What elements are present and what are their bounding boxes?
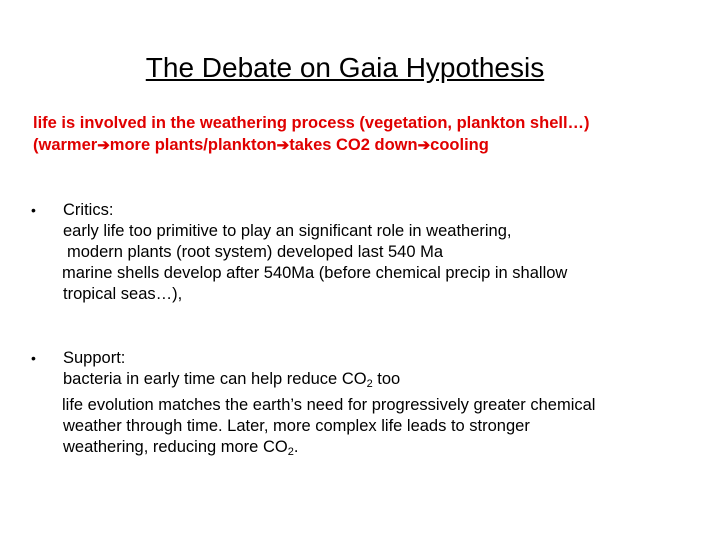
support-line-4-text: weathering, reducing more CO (63, 438, 288, 456)
support-heading: Support: (63, 349, 126, 367)
right-arrow-icon: ➔ (417, 137, 431, 154)
support-line-1-subscript: 2 (366, 378, 373, 390)
support-line-3: weather through time. Later, more complex life leads to stronger (63, 417, 530, 435)
bullet-dot-icon: • (31, 350, 36, 366)
intro-plants: more plants/plankton (109, 136, 277, 154)
support-line-2: life evolution matches the earth’s need for progressively greater chemical (62, 396, 596, 414)
intro-co2: takes CO2 down (289, 136, 418, 154)
critics-line-1: early life too primitive to play an significant role in weathering, (63, 222, 512, 240)
critics-line-4: tropical seas…), (63, 285, 183, 303)
critics-line-3: marine shells develop after 540Ma (before chemical precip in shallow (62, 264, 568, 282)
intro-cooling: cooling (430, 136, 489, 154)
critics-line-2: modern plants (root system) developed last 540 Ma (67, 243, 444, 261)
support-line-1-text: bacteria in early time can help reduce CO (63, 370, 367, 388)
critics-heading: Critics: (63, 201, 114, 219)
bullet-dot-icon: • (31, 202, 36, 218)
critics-text (63, 200, 663, 305)
support-line-4-subscript: 2 (287, 446, 294, 458)
intro-line-1: life is involved in the weathering process (vegetation, plankton shell…) (33, 114, 590, 132)
support-line-1 (63, 369, 663, 395)
intro-text (33, 112, 713, 156)
right-arrow-icon: ➔ (97, 137, 110, 154)
intro-line-2 (33, 134, 713, 156)
support-text (63, 348, 663, 463)
slide-title: The Debate on Gaia Hypothesis (145, 52, 545, 83)
right-arrow-icon: ➔ (276, 137, 290, 154)
intro-warmer: (warmer (33, 136, 98, 154)
support-line-1-end: too (372, 370, 401, 388)
support-line-4-end: . (293, 438, 299, 456)
support-line-4 (63, 437, 663, 463)
